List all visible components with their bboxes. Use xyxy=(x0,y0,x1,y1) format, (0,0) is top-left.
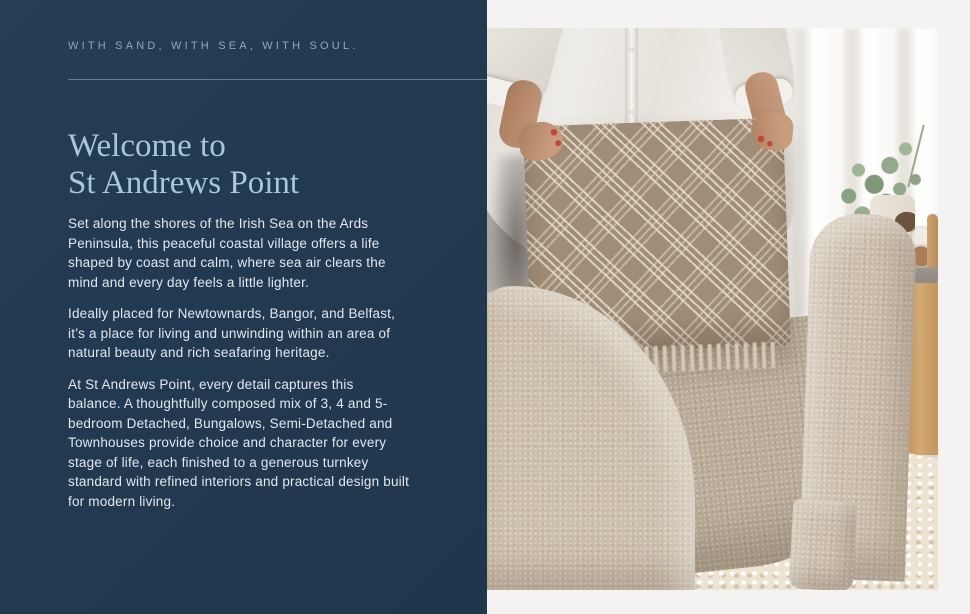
intro-copy xyxy=(68,214,410,523)
wood-ornament xyxy=(927,214,938,268)
divider-line xyxy=(68,79,487,80)
tagline: WITH SAND, WITH SEA, WITH SOUL. xyxy=(68,40,359,52)
page-title-line1: Welcome to xyxy=(68,128,226,164)
page-title-line2: St Andrews Point xyxy=(68,165,300,201)
hero-photo xyxy=(487,28,938,590)
paragraph-location: Ideally placed for Newtownards, Bangor, and Belfast, it’s a place for living and unwinding within an area of natural beauty and rich seafaring heritage. xyxy=(68,306,396,360)
page-title xyxy=(68,128,299,202)
paragraph-homes: At St Andrews Point, every detail captures this balance. A thoughtfully composed mix of 3, 4 and 5-bedroom Detached, Bungalows, Semi-Detached and Townhouses provide choice and character for every stage of life, each finished to a generous turnkey standard with refined interiors and practical design built for modern living. xyxy=(68,376,410,509)
armchair-front-leg xyxy=(789,498,858,590)
paragraph-setting: Set along the shores of the Irish Sea on the Ards Peninsula, this peaceful coastal village offers a life shaped by coast and calm, where sea air clears the mind and every day feels a little lighter. xyxy=(68,216,386,290)
